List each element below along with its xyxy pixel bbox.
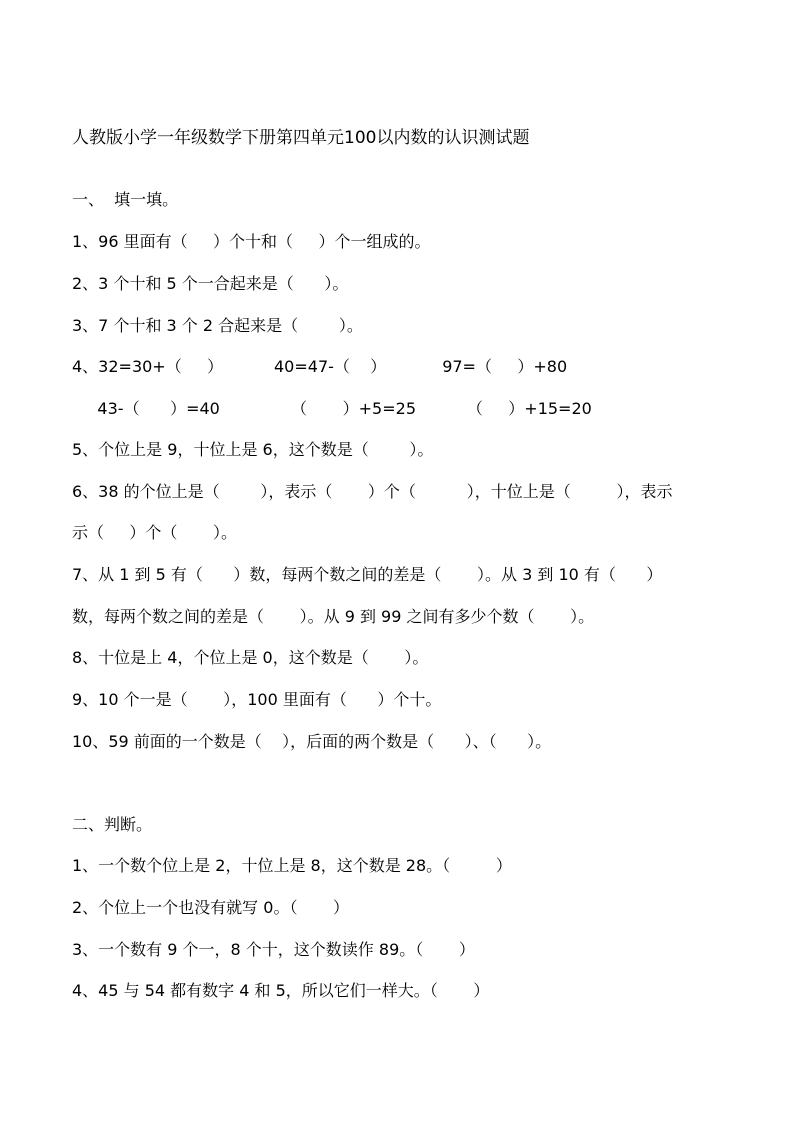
question-1-8: 8、十位是上 4，个位上是 0，这个数是（ ）。 (72, 648, 429, 667)
question-1-5: 5、个位上是 9，十位上是 6，这个数是（ ）。 (72, 440, 434, 459)
question-1-2: 2、3 个十和 5 个一合起来是（ ）。 (72, 274, 349, 293)
question-1-9: 9、10 个一是（ ），100 里面有（ ）个十。 (72, 690, 442, 709)
question-1-6-line1: 6、38 的个位上是（ ），表示（ ）个（ ），十位上是（ ），表示 (72, 482, 673, 501)
question-1-6-line2: 示（ ）个（ ）。 (72, 523, 238, 542)
question-2-1: 1、一个数个位上是 2，十位上是 8，这个数是 28。（ ） (72, 856, 512, 875)
section1-heading: 一、 填一填。 (72, 190, 179, 209)
question-2-4: 4、45 与 54 都有数字 4 和 5，所以它们一样大。（ ） (72, 981, 490, 1000)
question-1-10: 10、59 前面的一个数是（ ），后面的两个数是（ ）、（ ）。 (72, 732, 552, 751)
page-title: 人教版小学一年级数学下册第四单元100以内数的认识测试题 (72, 128, 530, 148)
question-1-7-line2: 数，每两个数之间的差是（ ）。从 9 到 99 之间有多少个数（ ）。 (72, 607, 595, 626)
question-1-1: 1、96 里面有（ ）个十和（ ）个一组成的。 (72, 232, 431, 251)
question-1-4-row2: 43-（ ）=40 （ ）+5=25 （ ）+15=20 (72, 399, 592, 418)
question-2-3: 3、一个数有 9 个一，8 个十，这个数读作 89。（ ） (72, 940, 475, 959)
section2-heading: 二、判断。 (72, 815, 153, 834)
question-2-2: 2、个位上一个也没有就写 0。（ ） (72, 898, 350, 917)
question-1-4-row1: 4、32=30+（ ） 40=47-（ ） 97=（ ）+80 (72, 357, 568, 376)
question-1-3: 3、7 个十和 3 个 2 合起来是（ ）。 (72, 316, 363, 335)
question-1-7-line1: 7、从 1 到 5 有（ ）数，每两个数之间的差是（ ）。从 3 到 10 有（ ） (72, 565, 663, 584)
